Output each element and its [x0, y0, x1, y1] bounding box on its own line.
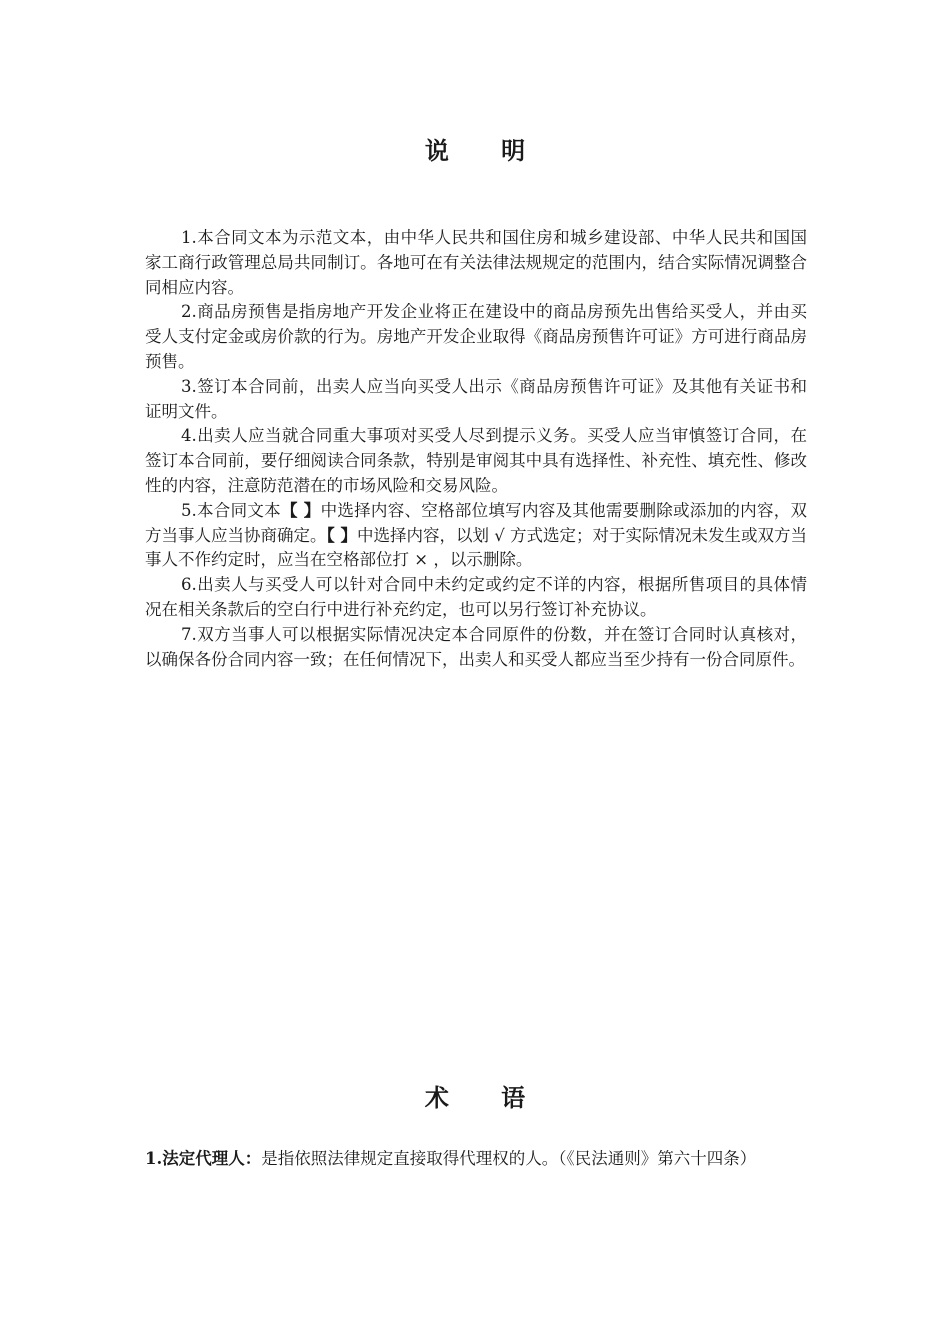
terms-list: [145, 1144, 807, 1173]
note-item-7: 7.双方当事人可以根据实际情况决定本合同原件的份数，并在签订合同时认真核对，以确保各份合同内容一致；在任何情况下，出卖人和买受人都应当至少持有一份合同原件。: [145, 624, 807, 669]
note-item-5: 5.本合同文本【 】中选择内容、空格部位填写内容及其他需要删除或添加的内容，双方当事人应当协商确定。【 】中选择内容，以划 √ 方式选定；对于实际情况未发生或双方当事人不作约定时，应当在空格部位打 × ，以示删除。: [145, 500, 808, 570]
note-item-1: 1.本合同文本为示范文本，由中华人民共和国住房和城乡建设部、中华人民共和国国家工商行政管理总局共同制订。各地可在有关法律法规规定的范围内，结合实际情况调整合同相应内容。: [145, 228, 807, 297]
selection-bracket: 【 】: [326, 525, 357, 545]
term-label: 1.法定代理人：: [145, 1149, 262, 1168]
note-item-2: 2.商品房预售是指房地产开发企业将正在建设中的商品房预先出售给买受人，并由买受人支付定金或房价款的行为。房地产开发企业取得《商品房预售许可证》方可进行商品房预售。: [145, 302, 807, 371]
note-item-6: 6.出卖人与买受人可以针对合同中未约定或约定不详的内容，根据所售项目的具体情况在相关条款后的空白行中进行补充约定，也可以另行签订补充协议。: [145, 575, 807, 619]
term-text: 是指依照法律规定直接取得代理权的人。（《民法通则》第六十四条）: [261, 1149, 757, 1168]
selection-bracket: 【 】: [280, 500, 321, 520]
notes-list: [145, 226, 807, 672]
notes-section-title: 说 明: [424, 136, 548, 165]
terms-section-title: 术 语: [424, 1083, 548, 1112]
note-item-4: 4.出卖人应当就合同重大事项对买受人尽到提示义务。买受人应当审慎签订合同，在签订本合同前，要仔细阅读合同条款，特别是审阅其中具有选择性、补充性、填充性、修改性的内容，注意防范潜在的市场风险和交易风险。: [145, 426, 807, 495]
note-item-3: 3.签订本合同前，出卖人应当向买受人出示《商品房预售许可证》及其他有关证书和证明文件。: [145, 376, 807, 421]
term-item-1: [145, 1144, 807, 1173]
